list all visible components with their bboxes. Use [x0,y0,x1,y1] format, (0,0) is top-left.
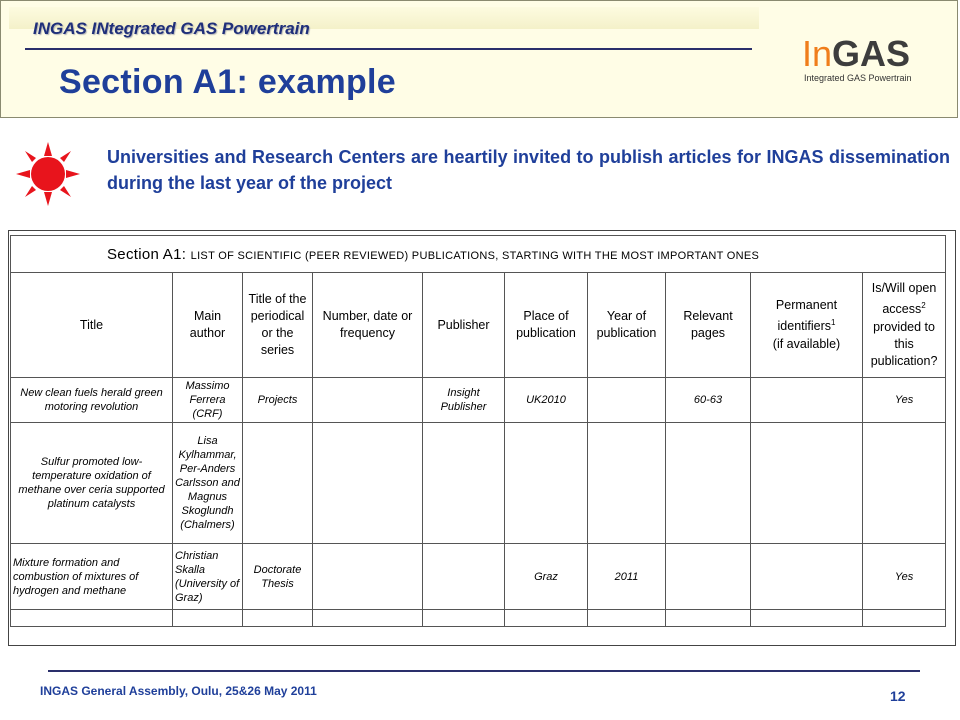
footer-text: INGAS General Assembly, Oulu, 25&26 May 2011 [40,684,317,698]
cell-periodical: Doctorate Thesis [243,544,313,610]
slide-header [0,0,958,118]
cell-periodical [243,423,313,544]
cell-periodical: Projects [243,378,313,423]
footer-rule [48,670,920,672]
cell-pages [666,544,751,610]
cell-pages: 60-63 [666,378,751,423]
cell-number [313,378,423,423]
cell-place: Graz [505,544,588,610]
col-number: Number, date or frequency [313,273,423,378]
cell-author: Christian Skalla (University of Graz) [173,544,243,610]
cell-open-access: Yes [863,544,946,610]
table-row [11,544,946,610]
cell-author: Massimo Ferrera (CRF) [173,378,243,423]
cell-place [505,423,588,544]
cell-year: 2011 [588,544,666,610]
cell-identifier [751,544,863,610]
sun-icon [16,142,80,206]
logo-wordmark: InGAS [802,33,911,74]
col-place: Place of publication [505,273,588,378]
col-periodical: Title of the periodical or the series [243,273,313,378]
cell-place: UK2010 [505,378,588,423]
cell-pages [666,423,751,544]
ingas-logo [796,31,936,91]
col-title: Title [11,273,173,378]
cell-number [313,423,423,544]
col-main-author: Main author [173,273,243,378]
header-rule [25,48,752,50]
cell-title: Mixture formation and combustion of mixtures of hydrogen and methane [11,544,173,610]
cell-identifier [751,378,863,423]
col-publisher: Publisher [423,273,505,378]
cell-identifier [751,423,863,544]
cell-open-access: Yes [863,378,946,423]
publications-table [10,235,946,627]
cell-publisher: Insight Publisher [423,378,505,423]
slide-title: Section A1: example [59,63,397,101]
intro-text: Universities and Research Centers are heartily invited to publish articles for INGAS dissemination during the last year of the project [107,147,950,193]
col-open-access: Is/Will open access$^2$ provided to this publication? [863,273,946,378]
cell-number [313,544,423,610]
column-headers [11,273,946,378]
cell-open-access [863,423,946,544]
header-subtitle: INGAS INtegrated GAS Powertrain [33,19,310,38]
logo-tagline: Integrated GAS Powertrain [804,73,912,83]
section-title: Section A1: LIST OF SCIENTIFIC (PEER REVIEWED) PUBLICATIONS, STARTING WITH THE MOST IMPORTANT ONES [11,236,946,273]
cell-author: Lisa Kylhammar, Per-Anders Carlsson and Magnus Skoglundh (Chalmers) [173,423,243,544]
cell-publisher [423,423,505,544]
cell-year [588,378,666,423]
col-year: Year of publication [588,273,666,378]
col-identifiers: Permanent identifiers$^1$ (if available) [751,273,863,378]
cell-title: New clean fuels herald green motoring revolution [11,378,173,423]
table-row-empty [11,610,946,627]
cell-publisher [423,544,505,610]
page-number: 12 [890,688,906,704]
cell-title: Sulfur promoted low-temperature oxidation of methane over ceria supported platinum catalysts [11,423,173,544]
table-row [11,378,946,423]
cell-year [588,423,666,544]
col-pages: Relevant pages [666,273,751,378]
table-row [11,423,946,544]
